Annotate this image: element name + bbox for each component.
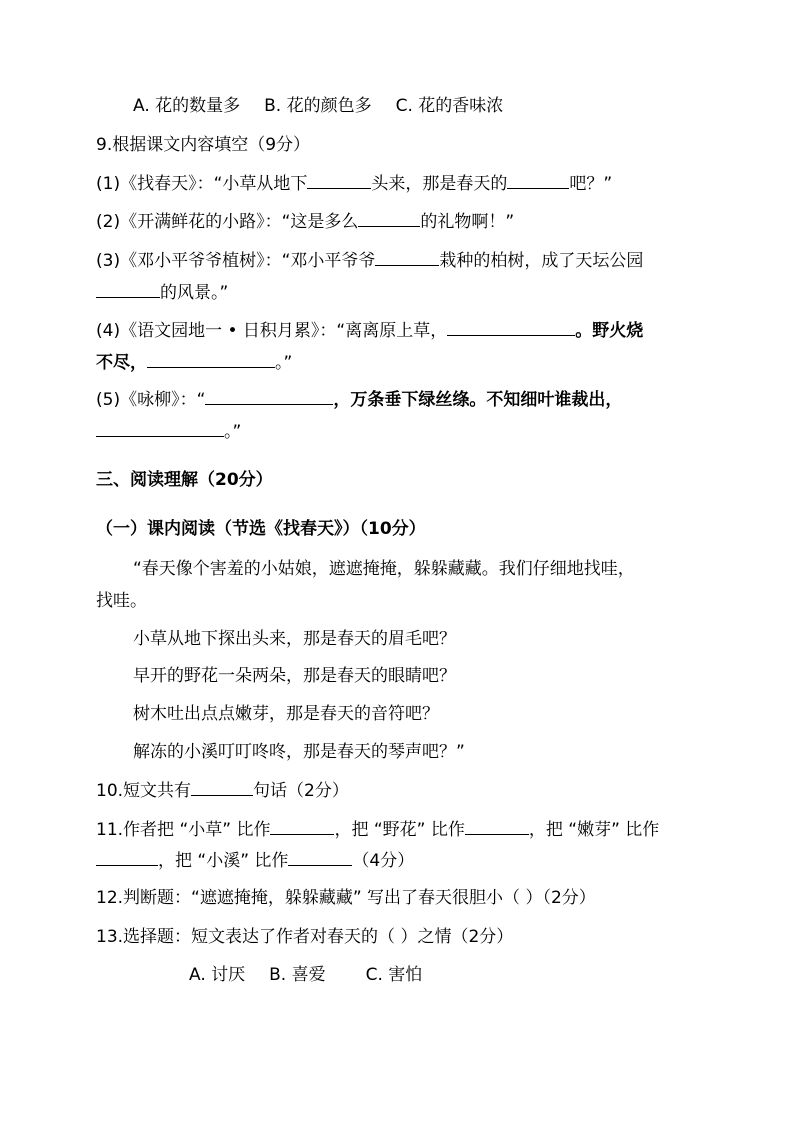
q13-option-c: C. 害怕 [365,965,423,985]
answer-blank[interactable] [205,388,333,405]
q13-options [189,964,422,986]
answer-blank[interactable] [375,249,439,266]
q8-option-b: B. 花的颜色多 [264,96,372,116]
answer-blank[interactable] [307,172,371,189]
passage-line: 早开的野花一朵两朵，那是春天的眼睛吧？ [133,666,456,686]
q10: 10.短文共有 句话（2分） [96,781,349,801]
q9-item-3: (3)《邓小平爷爷植树》：“邓小平爷爷 栽种的柏树，成了天坛公园 [96,251,644,271]
passage-line: 小草从地下探出头来，那是春天的眉毛吧？ [133,629,456,649]
section-title: 三、阅读理解（20分） [96,470,273,490]
q8-options [133,95,503,117]
q13: 13.选择题：短文表达了作者对春天的（ ）之情（2分） [96,927,514,947]
subsection-title: （一）课内阅读（节选《找春天》）（10分） [96,519,426,539]
answer-blank[interactable] [96,420,224,437]
passage-line: 树木吐出点点嫩芽，那是春天的音符吧？ [133,704,439,724]
q11: 11.作者把 “小草” 比作 ，把 “野花” 比作 ，把 “嫩芽” 比作 [96,820,660,840]
q9-item-4-cont: 不尽， 。” [96,353,293,373]
answer-blank[interactable] [507,172,569,189]
answer-blank[interactable] [96,849,158,866]
q9-item-4: (4)《语文园地一 • 日积月累》：“离离原上草， 。野火烧 [96,321,644,341]
q8-option-a: A. 花的数量多 [133,96,241,116]
answer-blank[interactable] [96,281,160,298]
answer-blank[interactable] [191,779,253,796]
passage-line: 解冻的小溪叮叮咚咚，那是春天的琴声吧？” [133,742,465,762]
answer-blank[interactable] [358,210,420,227]
q13-option-a: A. 讨厌 [189,965,246,985]
passage-line: “春天像个害羞的小姑娘，遮遮掩掩，躲躲藏藏。我们仔细地找哇， [133,559,635,579]
q11-cont: ，把 “小溪” 比作 （4分） [96,849,414,872]
q9-item-1: (1)《找春天》：“小草从地下 头来，那是春天的 吧？” [96,174,613,194]
passage-line: 找哇。 [96,591,147,611]
answer-blank[interactable] [288,849,352,866]
answer-blank[interactable] [270,818,334,835]
answer-blank[interactable] [147,351,275,368]
q9-item-3-cont: 的风景。” [96,281,228,304]
answer-blank[interactable] [447,319,575,336]
answer-blank[interactable] [465,818,529,835]
q9-item-5: (5)《咏柳》：“ ，万条垂下绿丝绦。不知细叶谁裁出， [96,390,623,410]
q9-title: 9.根据课文内容填空（9分） [96,135,311,155]
q8-option-c: C. 花的香味浓 [395,96,504,116]
q12: 12.判断题：“遮遮掩掩，躲躲藏藏” 写出了春天很胆小（ ）（2分） [96,888,596,908]
q9-item-5-cont: 。” [96,420,241,443]
q9-item-2: (2)《开满鲜花的小路》：“这是多么 的礼物啊！” [96,212,515,232]
q13-option-b: B. 喜爱 [269,965,326,985]
